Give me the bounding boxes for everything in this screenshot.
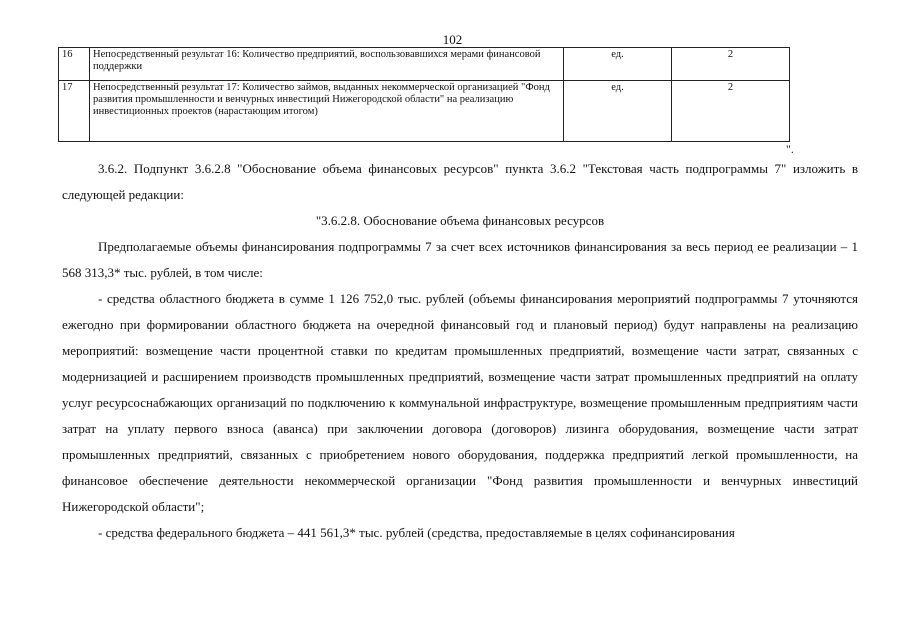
- financing-total-paragraph: Предполагаемые объемы финансирования подпрограммы 7 за счет всех источников финансирования за весь период ее реализации – 1 568 313,3* тыс. рублей, в том числе:: [62, 239, 858, 280]
- amendment-paragraph: 3.6.2. Подпункт 3.6.2.8 "Обоснование объема финансовых ресурсов" пункта 3.6.2 "Текстовая часть подпрограммы 7" изложить в следующей редакции:: [62, 161, 858, 202]
- table-closing-mark: ".: [786, 142, 794, 156]
- row-unit: ед.: [564, 48, 672, 81]
- row-number: 16: [59, 48, 90, 81]
- section-heading: "3.6.2.8. Обоснование объема финансовых ресурсов: [315, 213, 605, 228]
- document-body: [62, 156, 858, 546]
- row-value: 2: [672, 81, 790, 142]
- federal-budget-paragraph: - средства федерального бюджета – 441 561,3* тыс. рублей (средства, предоставляемые в целях софинансирования: [98, 525, 735, 540]
- regional-budget-paragraph: - средства областного бюджета в сумме 1 126 752,0 тыс. рублей (объемы финансирования мероприятий подпрограммы 7 уточняются ежегодно при формировании областного бюджета на очередной финансовый год и плановый период) будут направлены на реализацию мероприятий: возмещение части процентной ставки по кредитам промышленных предприятий, возмещение части затрат, связанных с модернизацией и расширением производств промышленных предприятий, возмещение части затрат промышленных предприятий на оплату услуг ресурсоснабжающих организаций по подключению к коммунальной инфраструктуре, возмещение промышленным предприятиям части затрат на уплату первого взноса (аванса) при заключении договора (договоров) лизинга оборудования, возмещение части затрат промышленных предприятий, связанных с приобретением нового оборудования, поддержка предприятий легкой промышленности, на финансовое обеспечение деятельности некоммерческой организации "Фонд развития промышленности и венчурных инвестиций Нижегородской области";: [62, 291, 858, 514]
- row-number: 17: [59, 81, 90, 142]
- row-name: Непосредственный результат 16: Количество предприятий, воспользовавшихся мерами финансовой поддержки: [90, 48, 564, 81]
- table-row: [59, 81, 790, 142]
- table-row: [59, 48, 790, 81]
- row-value: 2: [672, 48, 790, 81]
- row-unit: ед.: [564, 81, 672, 142]
- results-table: [58, 47, 790, 142]
- row-name: Непосредственный результат 17: Количество займов, выданных некоммерческой организацией "Фонд развития промышленности и венчурных инвестиций Нижегородской области" на реализацию инвестиционных проектов (нарастающим итогом): [90, 81, 564, 142]
- page-number: 102: [442, 32, 463, 47]
